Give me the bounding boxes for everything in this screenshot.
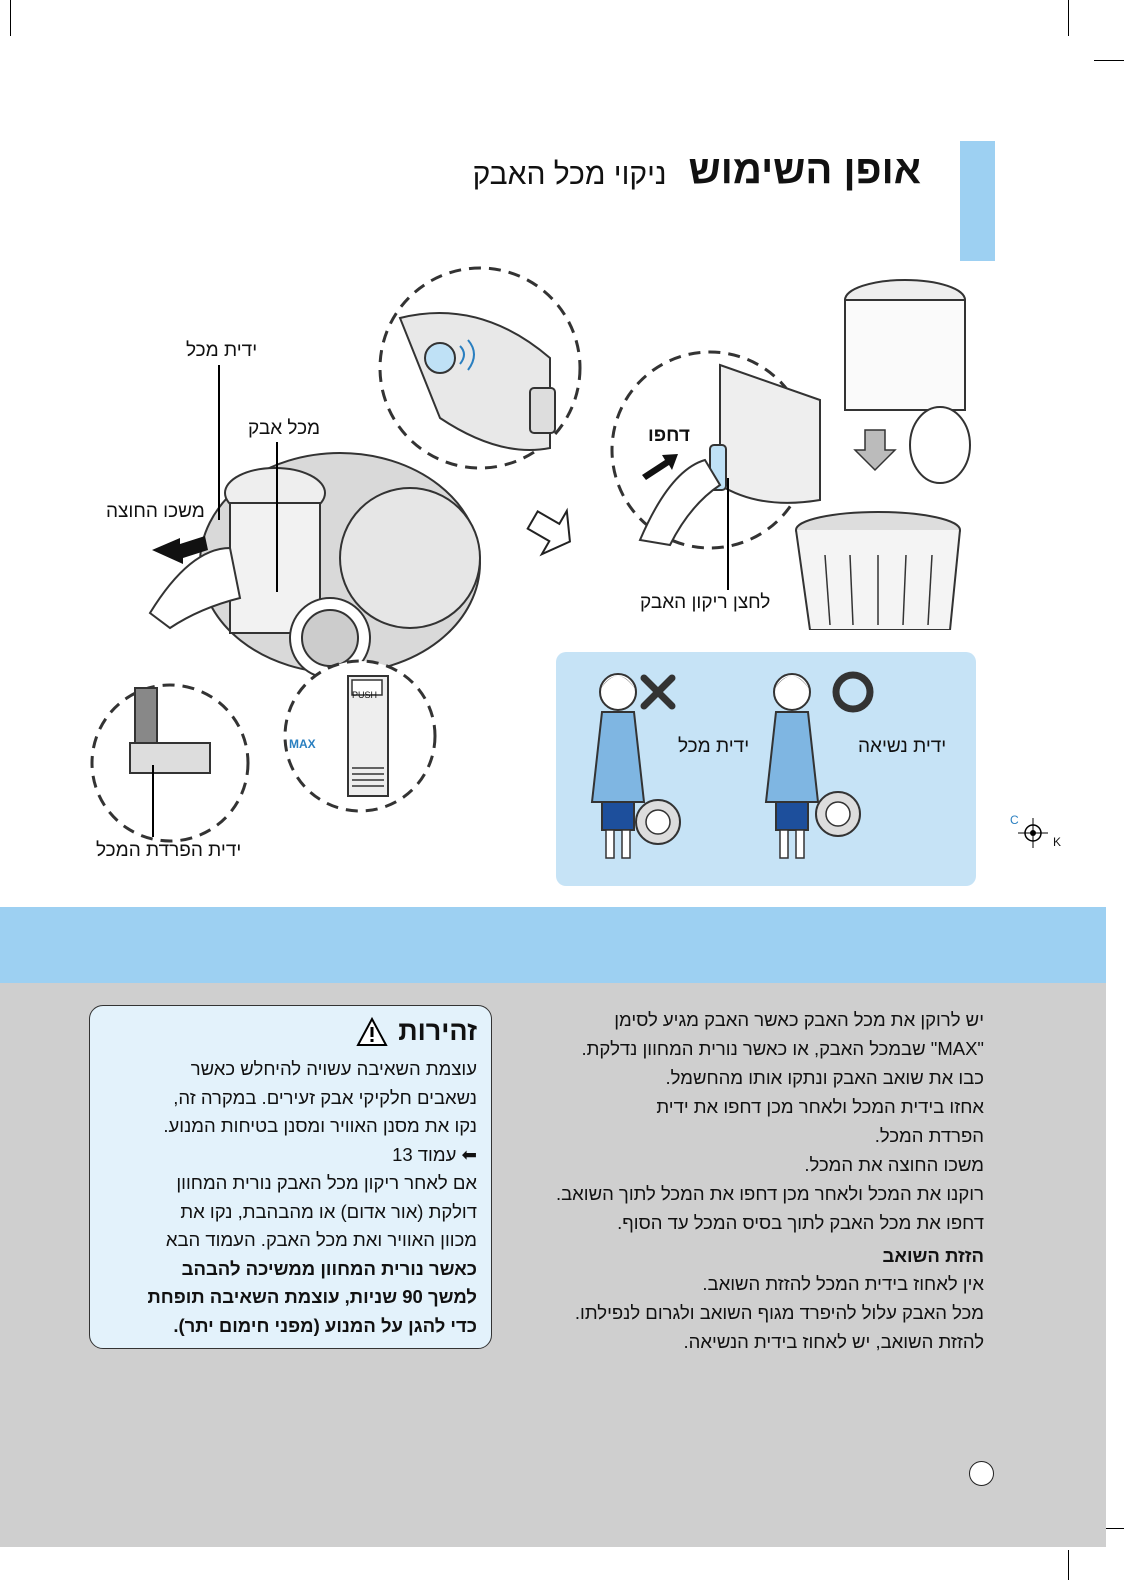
page-header	[473, 130, 921, 190]
label-empty-lever: לחצן ריקון האבק	[640, 592, 771, 613]
warning-page-ref	[104, 1141, 477, 1170]
label-wrong-handle: ידית מכל	[678, 736, 750, 757]
leader-line	[218, 365, 220, 520]
section-band	[0, 907, 1106, 983]
warning-triangle-icon	[356, 1017, 388, 1047]
instruction-line: הפרדת המכל.	[874, 1125, 984, 1146]
emptying-illustration	[610, 270, 990, 630]
instruction-line: להזזת השואב, יש לאחוז בידית הנשיאה.	[683, 1331, 984, 1352]
leader-line	[152, 765, 154, 837]
warning-line: דולקת (אור אדום) או מהבהבת, נקו את	[180, 1200, 477, 1222]
leader-line	[727, 478, 729, 590]
correct-o-icon	[836, 675, 870, 709]
warning-line: נקו את מסנן האוויר ומסנן בטיחות המנוע.	[163, 1115, 477, 1136]
instructions	[520, 1005, 984, 1356]
label-dust-container: מכל אבק	[248, 418, 321, 439]
next-step-arrow-icon	[525, 500, 575, 560]
crop-mark	[1068, 1550, 1069, 1580]
registration-c: C	[1010, 813, 1019, 827]
warning-line: עמוד 13	[392, 1143, 457, 1165]
warning-line: אם לאחר ריקון מכל האבק נורית המחוון	[176, 1172, 477, 1193]
crop-mark	[10, 0, 11, 36]
page-number-circle	[969, 1461, 994, 1486]
correct-carrying-panel	[556, 652, 976, 886]
chapter-tab	[960, 141, 995, 261]
vacuum-illustration	[80, 258, 590, 868]
wrong-x-icon	[644, 678, 672, 706]
down-arrow-icon	[855, 430, 895, 470]
warning-line: מכוון האוויר ואת מכל האבק. העמוד הבא	[165, 1229, 477, 1250]
instruction-line: דחפו את מכל האבק לתוך בסיס המכל עד הסוף.	[617, 1212, 984, 1233]
instruction-line: מכל האבק עלול להיפרד מגוף השואב ולגרום לנפילתו.	[574, 1302, 984, 1323]
warning-bold-line: כדי להגן על המנוע (מפני חימום יתר).	[173, 1314, 477, 1336]
instruction-line: רוקנו את המכל ולאחר מכן דחפו את המכל לתוך השואב.	[555, 1183, 984, 1204]
warning-header	[104, 1016, 477, 1047]
label-container-handle: ידית מכל	[186, 340, 258, 361]
label-pull-out: משכו החוצה	[106, 501, 205, 522]
registration-mark-icon	[1018, 818, 1048, 848]
warning-box	[89, 1005, 492, 1349]
push-tag: PUSH	[352, 690, 378, 700]
left-arrow-icon: ⬅	[461, 1143, 477, 1165]
leader-line	[276, 442, 278, 592]
instruction-line: "MAX" שבמכל האבק, או כאשר נורית המחוון נדלקת.	[581, 1038, 984, 1059]
instruction-line: אין לאחוז בידית המכל להזזת השואב.	[702, 1273, 984, 1294]
max-tag: MAX	[289, 737, 316, 751]
crop-mark	[1068, 0, 1069, 36]
instruction-line: יש לרוקן את מכל האבק כאשר האבק מגיע לסימן	[614, 1009, 984, 1030]
instruction-line: משכו החוצה את המכל.	[804, 1154, 984, 1175]
instruction-line: אחזו בידית המכל ולאחר מכן דחפו את ידית	[656, 1096, 984, 1117]
page-subtitle: ניקוי מכל האבק	[472, 158, 667, 191]
label-push: דחפו	[648, 425, 690, 446]
label-separation-handle: ידית הפרדת המכל	[96, 840, 242, 861]
instruction-subheading: הזזת השואב	[882, 1245, 984, 1266]
page-title: אופן השימוש	[688, 148, 921, 192]
instruction-line: כבו את שואב האבק ונתקו אותו מהחשמל.	[665, 1067, 984, 1088]
kids-illustration	[556, 652, 976, 886]
warning-bold-line: כאשר נורית המחוון ממשיכה להבהב	[181, 1257, 477, 1279]
warning-line: נשאבים חלקיקי אבק זעירים. במקרה זה,	[173, 1086, 477, 1108]
warning-title: זהירות	[398, 1016, 477, 1046]
warning-bold-line: למשך 90 שניות, עוצמת השאיבה תופחת	[147, 1286, 477, 1307]
warning-line: עוצמת השאיבה עשויה להיחלש כאשר	[190, 1058, 477, 1079]
label-carry-handle: ידית נשיאה	[858, 736, 947, 757]
crop-mark	[1094, 60, 1124, 61]
registration-k: K	[1053, 835, 1062, 849]
